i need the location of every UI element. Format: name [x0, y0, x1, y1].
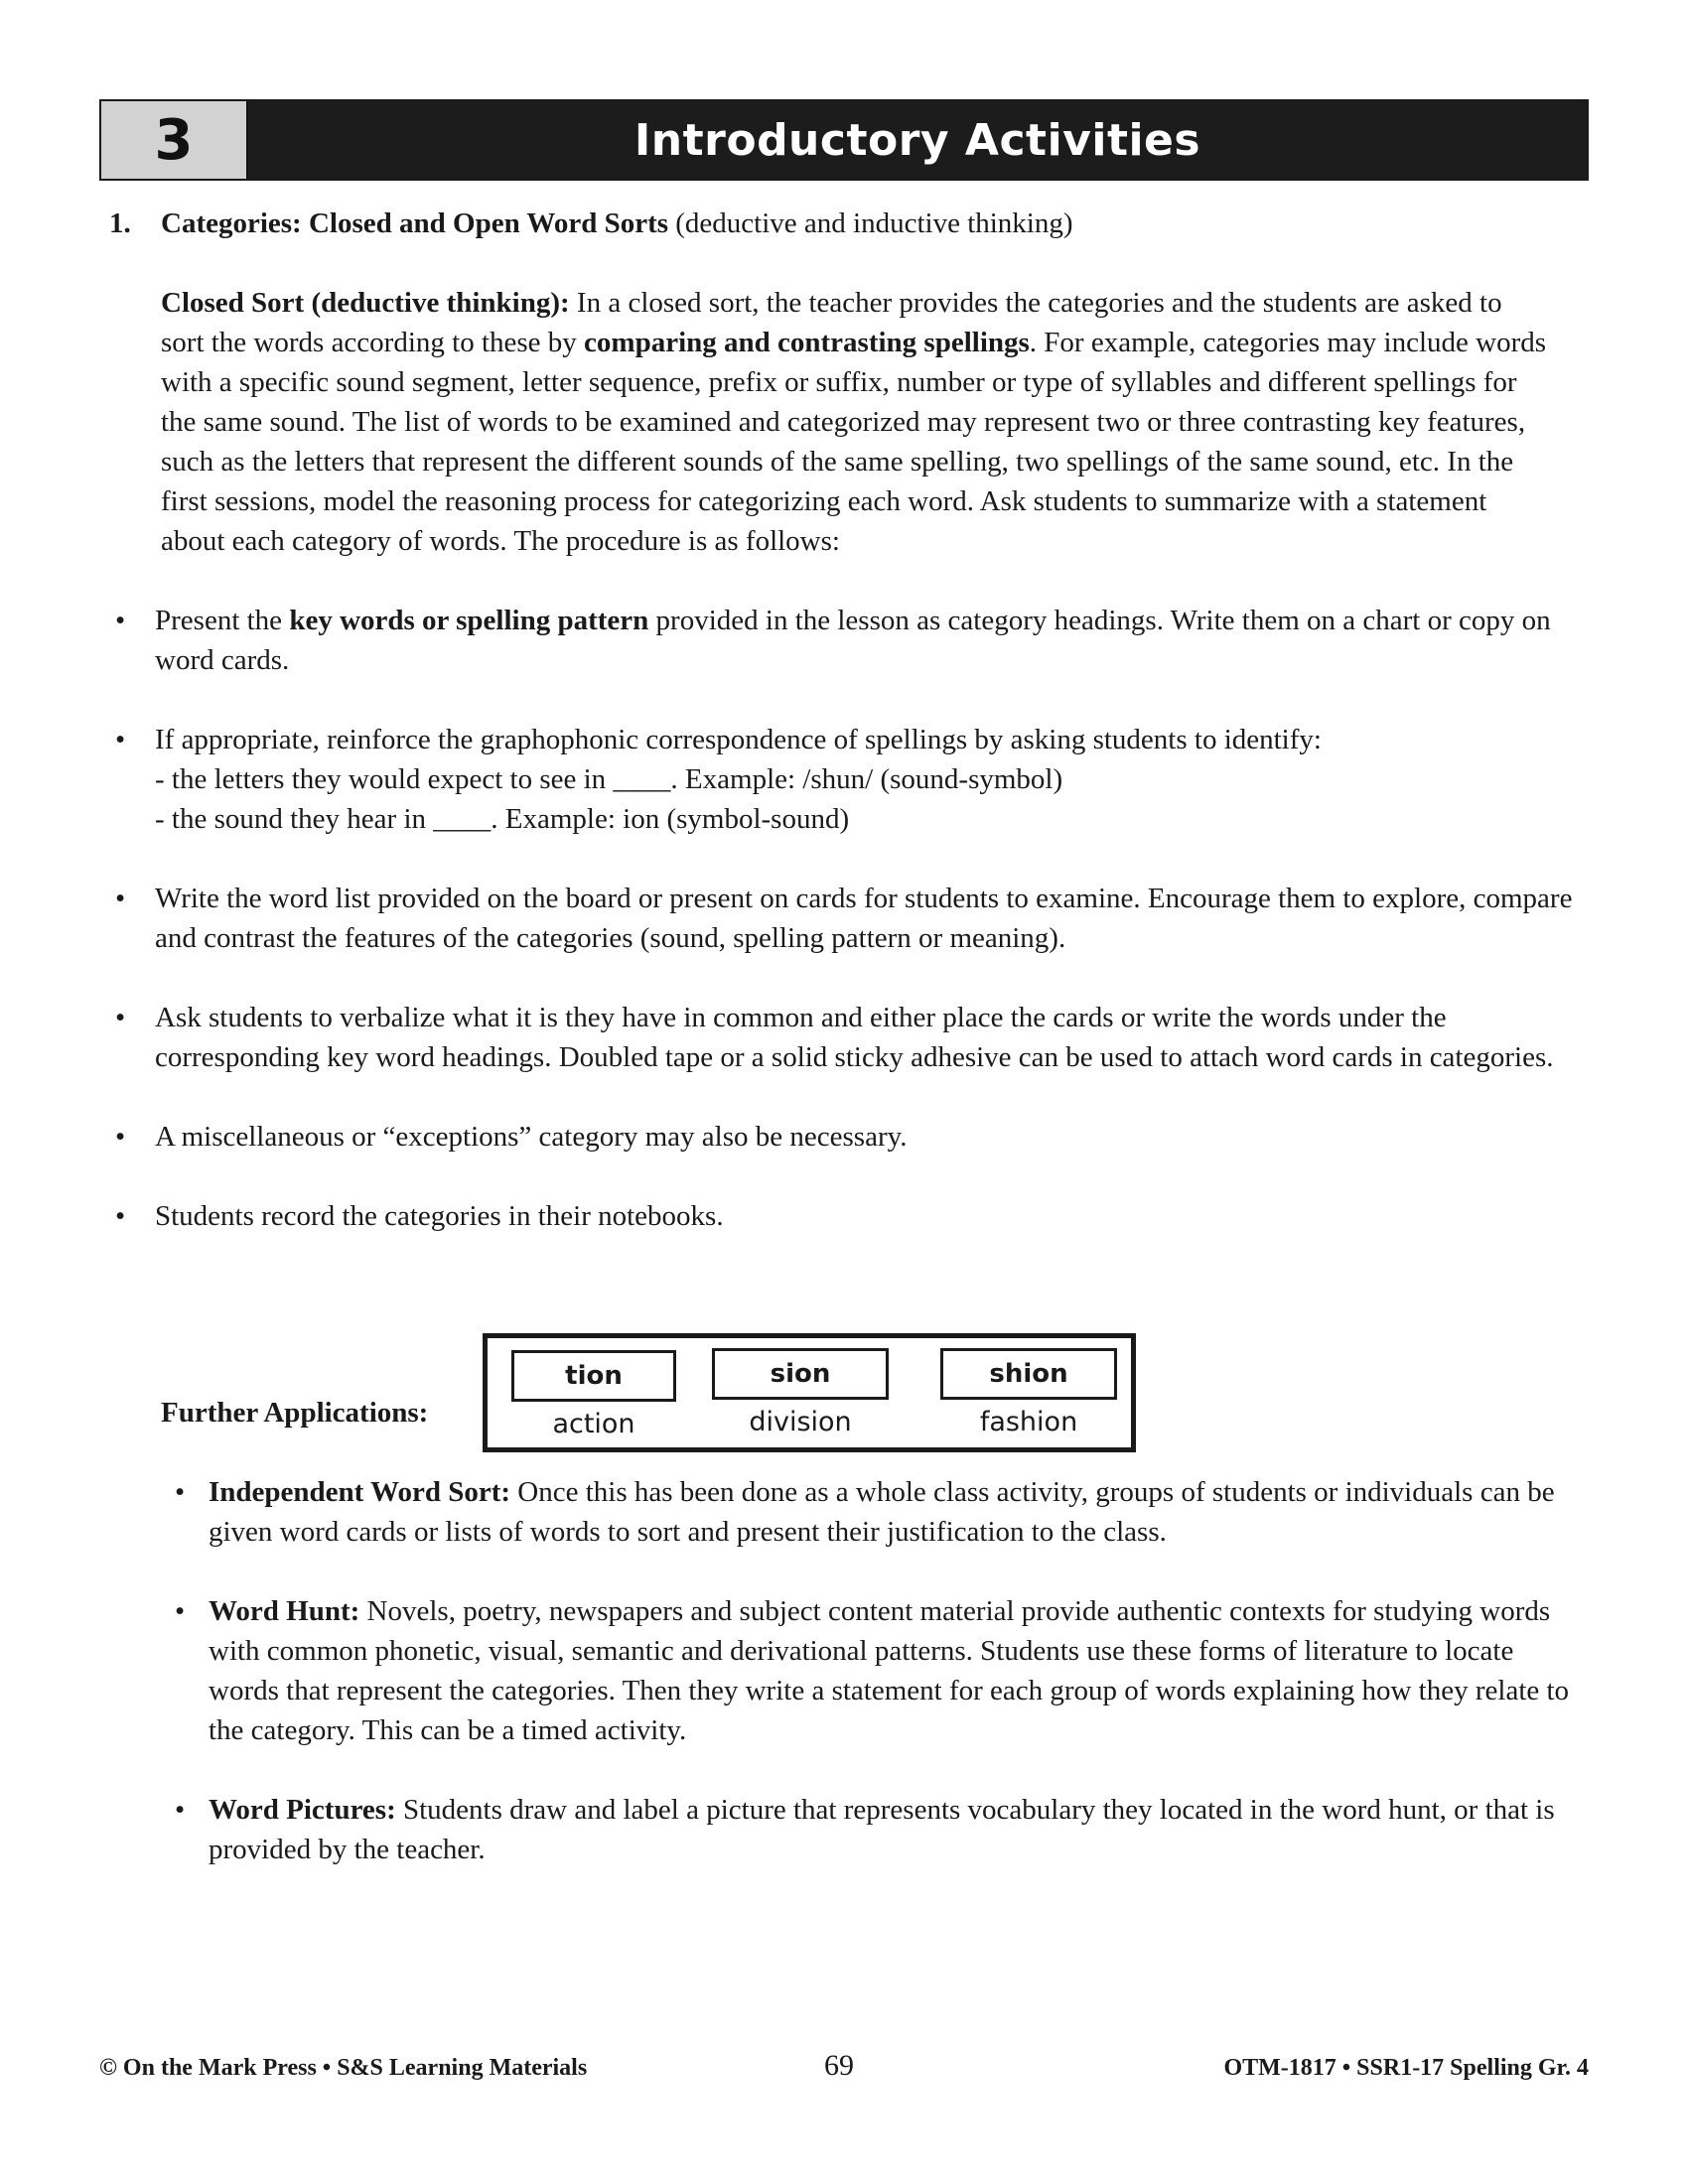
- sort-column: [712, 1348, 889, 1437]
- bullet-1-bold: key words or spelling pattern: [289, 605, 649, 636]
- further-item-text: Novels, poetry, newspapers and subject content material provide authentic contexts for studying words with common phonetic, visual, semantic and derivational patterns. Students use these forms of literature to locate words that represent the categories. Then they write a statement for each group of words explaining how they relate to the category. This can be a timed activity.: [209, 1595, 1570, 1746]
- closed-sort-text-1: In a closed sort, the teacher provides the categories and the students are asked to sort the words according to these by: [161, 287, 1502, 358]
- footer-product-code: OTM-1817 • SSR1-17 Spelling Gr. 4: [1223, 2055, 1589, 2081]
- section-heading: [109, 204, 1589, 243]
- footer-publisher: © On the Mark Press • S&S Learning Materials: [99, 2055, 588, 2081]
- bullet-1-pre: Present the: [155, 605, 283, 636]
- main-content: [109, 204, 1589, 1909]
- bullet-dot: •: [115, 724, 126, 755]
- procedure-bullet: [109, 998, 1589, 1077]
- bullet-dot: •: [115, 605, 126, 636]
- further-item: [169, 1591, 1589, 1750]
- category-card: tion: [511, 1350, 676, 1402]
- bullet-dot: •: [175, 1794, 186, 1826]
- procedure-bullet: [109, 720, 1589, 839]
- category-card: shion: [940, 1348, 1117, 1400]
- category-card: sion: [712, 1348, 889, 1400]
- chapter-number: 3: [101, 101, 248, 179]
- procedure-bullet: [109, 601, 1589, 680]
- word-sort-example: [483, 1333, 1136, 1452]
- procedure-bullet: [109, 1117, 1589, 1157]
- procedure-bullet: [109, 1196, 1589, 1236]
- further-heading-text: Further Applications:: [161, 1397, 429, 1429]
- closed-sort-text-2: . For example, categories may include words with a specific sound segment, letter sequence, prefix or suffix, number or type of syllables and different spellings for the same sound. The list of words to be examined and categorized may represent two or three contrasting key features, such as the letters that represent the different sounds of the same spelling, two spellings of the same sound, etc. In the first sessions, model the reasoning process for categorizing each word. Ask students to summarize with a statement about each category of words. The procedure is as follows:: [161, 327, 1547, 557]
- section-subtitle: (deductive and inductive thinking): [675, 207, 1073, 239]
- further-item-label: Independent Word Sort:: [209, 1476, 511, 1508]
- bullet-2-line-2: - the letters they would expect to see in ____. Example: /shun/ (sound-symbol): [155, 763, 1063, 795]
- sorted-word: fashion: [979, 1407, 1078, 1437]
- further-item-text: Students draw and label a picture that represents vocabulary they located in the word hunt, or that is provided by the teacher.: [209, 1794, 1555, 1865]
- bullet-dot: •: [115, 1121, 126, 1153]
- sort-column: [940, 1348, 1117, 1437]
- bullet-2-line-3: - the sound they hear in ____. Example: ion (symbol-sound): [155, 803, 850, 835]
- further-applications-list: [169, 1472, 1589, 1869]
- page-number: 69: [824, 2049, 854, 2082]
- further-item-label: Word Pictures:: [209, 1794, 396, 1826]
- bullet-5-text: A miscellaneous or “exceptions” category may also be necessary.: [155, 1121, 908, 1153]
- page-title: Introductory Activities: [633, 114, 1201, 166]
- sorted-word: division: [749, 1407, 852, 1437]
- bullet-4-text: Ask students to verbalize what it is they have in common and either place the cards or write the words under the corresponding key word headings. Doubled tape or a solid sticky adhesive can be used to attach word cards in categories.: [155, 1002, 1554, 1073]
- further-item: [169, 1472, 1589, 1552]
- bullet-dot: •: [115, 883, 126, 914]
- closed-sort-label: Closed Sort (deductive thinking):: [161, 287, 570, 319]
- sort-column: [511, 1350, 676, 1439]
- page-header: [99, 99, 1589, 181]
- procedure-bullet: [109, 879, 1589, 958]
- section-title: Categories: Closed and Open Word Sorts: [161, 207, 669, 239]
- section-number: 1.: [109, 207, 131, 239]
- sorted-word: action: [552, 1409, 635, 1439]
- bullet-dot: •: [115, 1002, 126, 1033]
- bullet-6-text: Students record the categories in their notebooks.: [155, 1200, 724, 1232]
- bullet-2-line-1: If appropriate, reinforce the graphophonic correspondence of spellings by asking students to identify:: [155, 724, 1322, 755]
- bullet-dot: •: [115, 1200, 126, 1232]
- closed-sort-paragraph: [161, 283, 1551, 561]
- further-item: [169, 1790, 1589, 1869]
- further-item-label: Word Hunt:: [209, 1595, 360, 1627]
- closed-sort-bold-1: comparing and contrasting spellings: [584, 327, 1030, 358]
- bullet-dot: •: [175, 1595, 186, 1627]
- bullet-3-text: Write the word list provided on the board or present on cards for students to examine. Encourage them to explore, compare and contrast the features of the categories (sound, spelling pattern or meaning).: [155, 883, 1573, 954]
- bullet-1-post: provided in the lesson as category headings. Write them on a chart or copy on word cards.: [155, 605, 1551, 676]
- bullet-dot: •: [175, 1476, 186, 1508]
- further-item-text: Once this has been done as a whole class activity, groups of students or individuals can be given word cards or lists of words to sort and present their justification to the class.: [209, 1476, 1555, 1548]
